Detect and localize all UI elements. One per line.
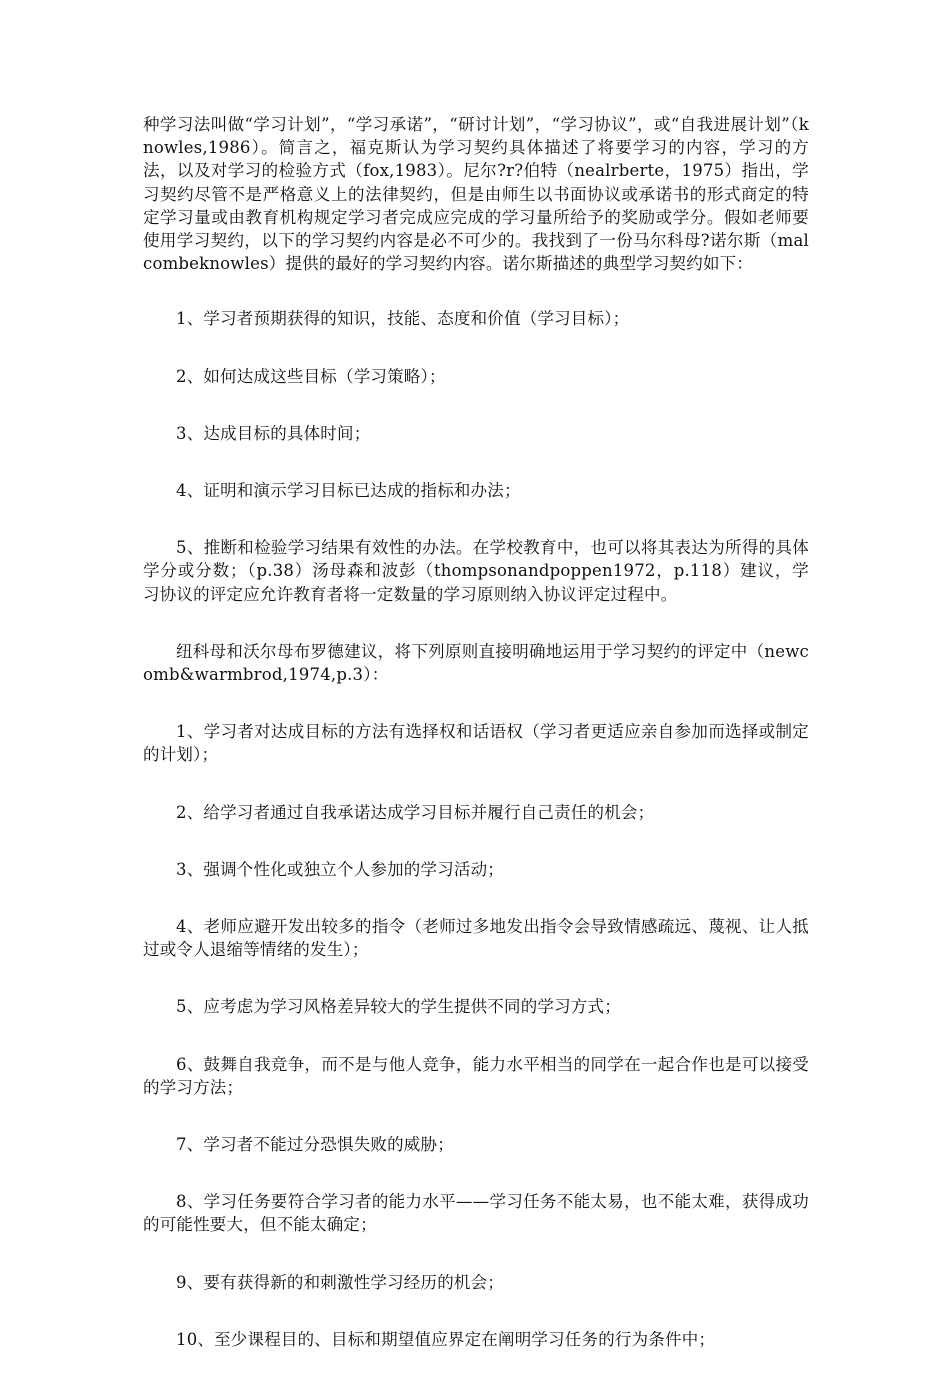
- principle-item-5: 5、应考虑为学习风格差异较大的学生提供不同的学习方式；: [176, 997, 621, 1017]
- principle-item-2: 2、给学习者通过自我承诺达成学习目标并履行自己责任的机会；: [176, 802, 655, 822]
- document-body: [143, 113, 809, 1385]
- contract-item-4: 4、证明和演示学习目标已达成的指标和办法；: [176, 481, 521, 501]
- principle-item-1: 1、学习者对达成目标的方法有选择权和话语权（学习者更适应亲自参加而选择或制定的计划）；: [143, 722, 809, 765]
- contract-item-2: 2、如何达成这些目标（学习策略）；: [176, 366, 446, 386]
- intro-paragraph: 种学习法叫做“学习计划”，“学习承诺”，“研讨计划”，“学习协议”，或“自我进展计划”（knowles,1986）。简言之，福克斯认为学习契约具体描述了将要学习的内容，学习的方法，以及对学习的检验方式（fox,1983）。尼尔?r?伯特（nealrberte，1975）指出，学习契约尽管不是严格意义上的法律契约，但是由师生以书面协议或承诺书的形式商定的特定学习量或由教育机构规定学习者完成应完成的学习量所给予的奖励或学分。假如老师要使用学习契约，以下的学习契约内容是必不可少的。我找到了一份马尔科母?诺尔斯（malcombeknowles）提供的最好的学习契约内容。诺尔斯描述的典型学习契约如下：: [143, 115, 809, 274]
- principle-item-7: 7、学习者不能过分恐惧失败的威胁；: [176, 1135, 454, 1155]
- contract-item-3: 3、达成目标的具体时间；: [176, 423, 371, 443]
- principle-item-3: 3、强调个性化或独立个人参加的学习活动；: [176, 859, 504, 879]
- contract-item-1: 1、学习者预期获得的知识，技能、态度和价值（学习目标）；: [176, 309, 630, 329]
- contract-item-5: 5、推断和检验学习结果有效性的办法。在学校教育中，也可以将其表达为所得的具体学分或分数；（p.38）汤母森和波彭（thompsonandpoppen1972，p.118）建议，学习协议的评定应允许教育者将一定数量的学习原则纳入协议评定过程中。: [143, 538, 809, 604]
- principle-item-9: 9、要有获得新的和刺激性学习经历的机会；: [176, 1272, 504, 1292]
- principle-item-6: 6、鼓舞自我竞争，而不是与他人竞争，能力水平相当的同学在一起合作也是可以接受的学习方法；: [143, 1054, 809, 1097]
- principles-intro-paragraph: 纽科母和沃尔母布罗德建议，将下列原则直接明确地运用于学习契约的评定中（newcomb&warmbrod,1974,p.3）：: [143, 641, 809, 685]
- principle-item-4: 4、老师应避开发出较多的指令（老师过多地发出指令会导致情感疏远、蔑视、让人抵过或令人退缩等情绪的发生）；: [143, 917, 809, 960]
- principle-item-10: 10、至少课程目的、目标和期望值应界定在阐明学习任务的行为条件中；: [176, 1329, 716, 1349]
- principle-item-8: 8、学习任务要符合学习者的能力水平——学习任务不能太易，也不能太难，获得成功的可能性要大，但不能太确定；: [143, 1192, 809, 1235]
